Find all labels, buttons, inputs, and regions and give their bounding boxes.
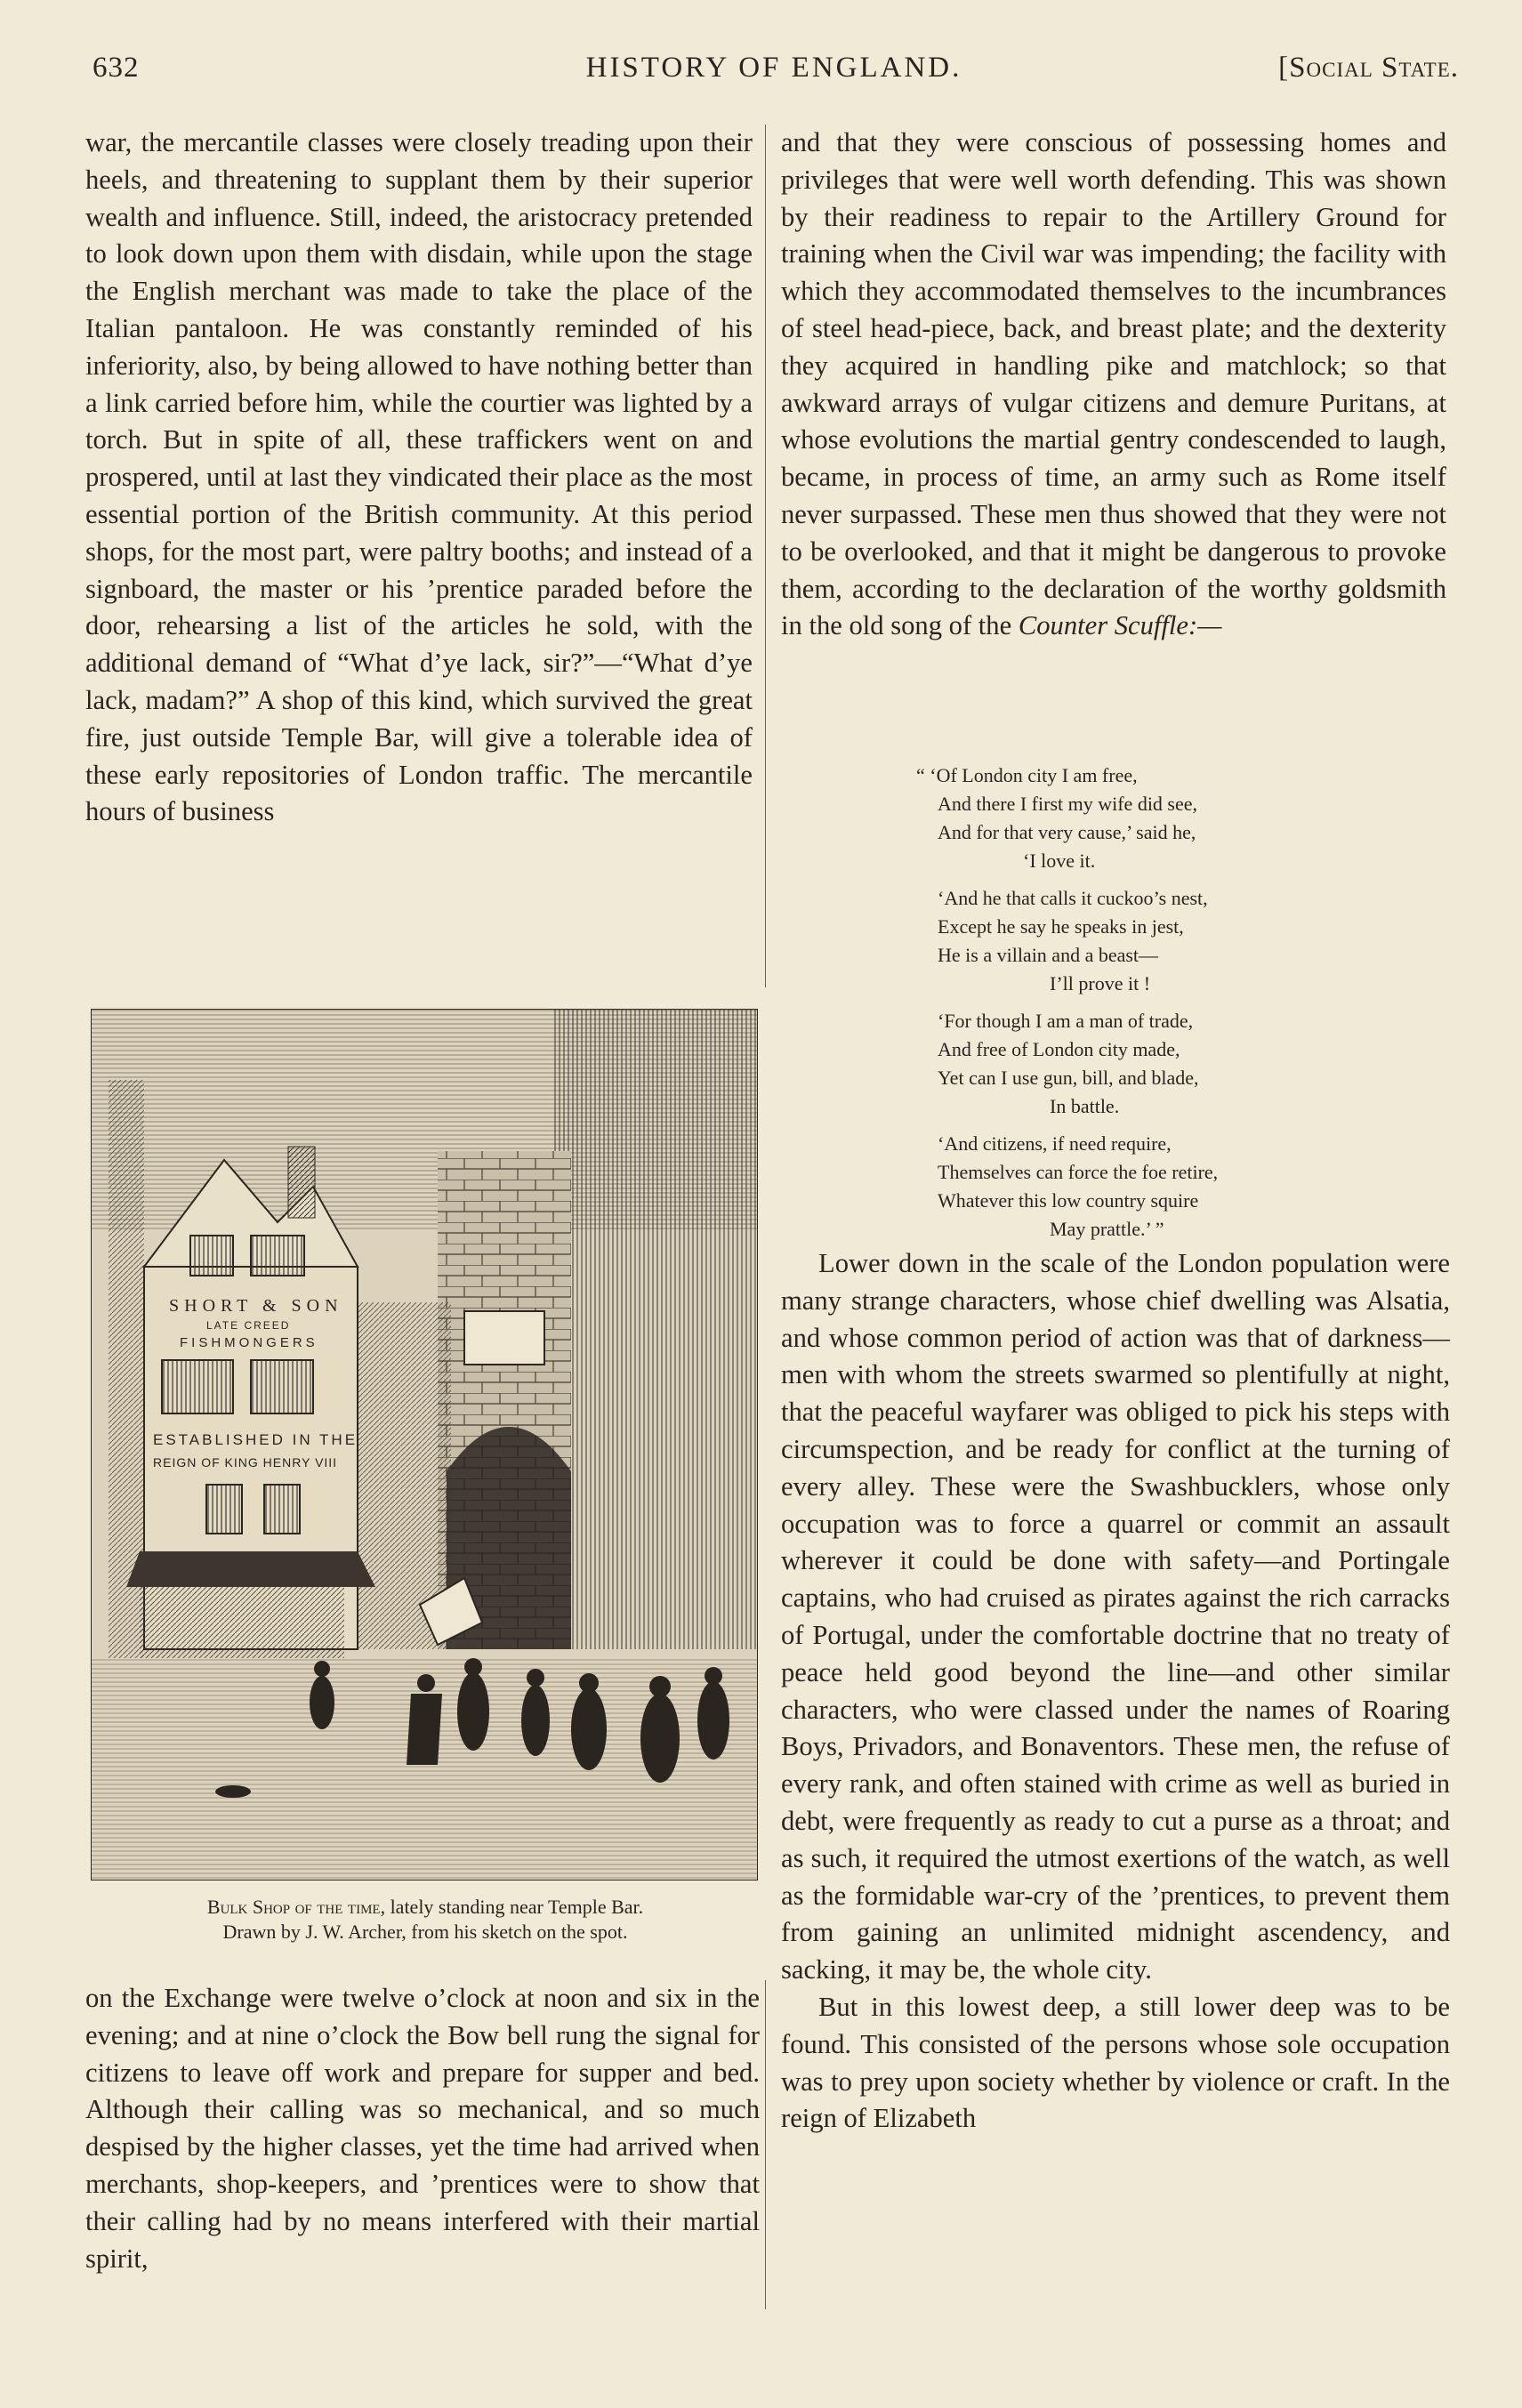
caption-line-1: Bulk Shop of the time, lately standing near Temple Bar. (206, 1896, 644, 1918)
illustration-bulk-shop (91, 1009, 758, 1880)
poem-line: And for that very cause,’ said he, (938, 821, 1196, 843)
poem-line: And free of London city made, (938, 1038, 1180, 1060)
poem-counter-scuffle (916, 761, 1414, 1252)
song-title: Counter Scuffle:— (1018, 610, 1222, 641)
sign-sub2: FISHMONGERS (180, 1335, 318, 1350)
paragraph: But in this lowest deep, a still lower deep was to be found. This consisted of the persons whose sole occupation was to prey upon society whether by violence or craft. In the reign of Elizabeth (781, 1991, 1450, 2134)
poem-line: He is a villain and a beast— (938, 944, 1159, 966)
stanza-1 (916, 761, 1414, 875)
poem-line: “ ‘Of London city I am free, (916, 764, 1138, 786)
engraving-svg (91, 1009, 758, 1880)
left-column-bottom-text (85, 1980, 760, 2277)
paragraph: Lower down in the scale of the London population were many strange characters, whose chief dwelling was Alsatia, and whose common period of action was that of darkness—men with whom the streets swarmed so plentifully at night, that the peaceful wayfarer was obliged to pick his steps with circumspection, and be ready for conflict at the turning of every alley. These were the Swashbucklers, whose only occupation was to force a quarrel or commit an assault wherever it could be done with safety—and Portingale captains, who had cruised as pirates against the rich carracks of Portugal, under the comfortable doctrine that no treaty of peace held good beyond the line—and other similar characters, who were classed under the names of Roaring Boys, Privadors, and Bonaventors. These men, the refuse of every rank, and often stained with crime as well as buried in debt, were frequently as ready to cut a purse as a throat; and as such, it required the utmost exertions of the watch, as well as the formidable war-cry of the ’prentices, to prevent them from gaining an unlimited midnight ascendency, and sacking, it may be, the whole city. (781, 1248, 1450, 1985)
running-header (89, 52, 1459, 91)
figure-caption (85, 1895, 765, 1945)
sign-est1: ESTABLISHED IN THE (153, 1431, 358, 1448)
poem-line: And there I first my wife did see, (938, 793, 1198, 815)
sign-name: SHORT & SON (169, 1296, 343, 1316)
poem-line: Themselves can force the foe retire, (938, 1161, 1219, 1183)
stanza-2 (916, 884, 1414, 998)
poem-line: Yet can I use gun, bill, and blade, (938, 1067, 1199, 1089)
poem-line: Except he say he speaks in jest, (938, 915, 1184, 938)
poem-line: ‘And citizens, if need require, (938, 1132, 1172, 1155)
page-title: HISTORY OF ENGLAND. (585, 52, 962, 84)
section-label: [Social State. (1278, 52, 1459, 84)
page-number: 632 (93, 52, 140, 84)
sign-sub1: LATE CREED (206, 1319, 291, 1332)
paragraph: on the Exchange were twelve o’clock at noon and six in the evening; and at nine o’clock the Bow bell rung the signal for citizens to leave off work and prepare for supper and bed. Although their calling was so mechanical, and so much despised by the higher classes, yet the time had arrived when merchants, shop-keepers, and ’prentices were to show that their calling had by no means interfered with their martial spirit, (85, 1983, 760, 2274)
poem-line: I’ll prove it ! (1050, 972, 1151, 995)
stanza-3 (916, 1007, 1414, 1121)
right-column-top-text (781, 125, 1446, 645)
left-column-top-text (85, 125, 753, 831)
paragraph: war, the mercantile classes were closely treading upon their heels, and threatening to supplant them by their superior wealth and influence. Still, indeed, the aristocracy pretended to look down upon them with disdain, while upon the stage the English merchant was made to take the place of the Italian pantaloon. He was constantly reminded of his inferiority, also, by being allowed to have nothing better than a link carried before him, while the courtier was lighted by a torch. But in spite of all, these traffickers went on and prospered, until at last they vindicated their place as the most essential portion of the British community. At this period shops, for the most part, were paltry booths; and instead of a signboard, the master or his ’prentice paraded before the door, rehearsing a list of the articles he sold, with the additional demand of “What d’ye lack, sir?”—“What d’ye lack, madam?” A shop of this kind, which survived the great fire, just outside Temple Bar, will give a tolerable idea of these early repositories of London traffic. The mercantile hours of business (85, 127, 753, 827)
poem-line: ‘And he that calls it cuckoo’s nest, (938, 887, 1208, 909)
poem-line: May prattle.’ ” (1050, 1218, 1164, 1240)
poem-line: ‘For though I am a man of trade, (938, 1010, 1194, 1032)
poem-line: Whatever this low country squire (938, 1189, 1199, 1212)
stanza-4 (916, 1130, 1414, 1244)
paragraph: and that they were conscious of possessing homes and privileges that were well worth defending. This was shown by their readiness to repair to the Artillery Ground for training when the Civil war was impending; the facility with which they accommodated themselves to the incumbrances of steel head-piece, back, and breast plate; and the dexterity they acquired in handling pike and matchlock; so that awkward arrays of vulgar citizens and demure Puritans, at whose evolutions the martial gentry condescended to laugh, became, in process of time, an army such as Rome itself never surpassed. These men thus showed that they were not to be overlooked, and that it might be dangerous to provoke them, according to the declaration of the worthy goldsmith in the old song of the Counter Scuffle:— (781, 127, 1446, 641)
caption-line-2: Drawn by J. W. Archer, from his sketch on the spot. (222, 1921, 628, 1943)
right-column-bottom-text (781, 1245, 1450, 2138)
right-tower (553, 1009, 758, 1649)
poem-line: In battle. (1050, 1095, 1120, 1117)
poem-line: ‘I love it. (1023, 850, 1096, 872)
column-rule-top (765, 125, 766, 987)
sign-est2: REIGN OF KING HENRY VIII (153, 1455, 338, 1470)
column-rule-bottom (765, 1980, 766, 2309)
